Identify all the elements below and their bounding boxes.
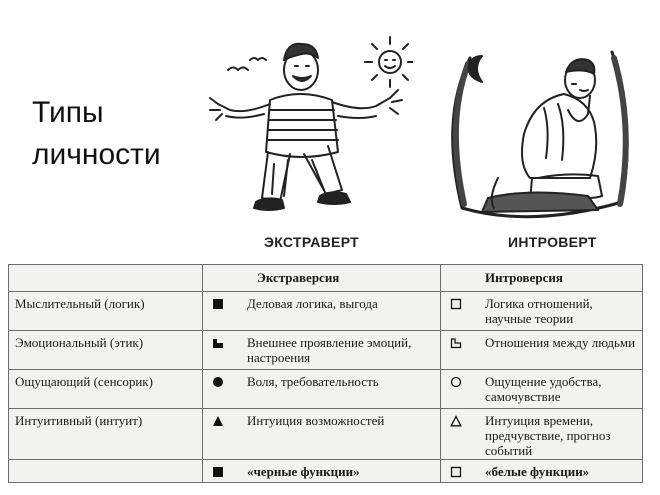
header-empty [9,265,203,292]
hollow-step-icon [449,336,463,350]
filled-triangle-icon [211,414,225,428]
filled-square-icon [211,465,225,479]
extra-cell [203,292,441,331]
extra-text: Деловая логика, выгода [247,296,378,311]
legend-white-text: «белые функции» [485,464,590,479]
intro-cell [441,409,643,460]
intro-text: Отношения между людьми [485,335,636,350]
legend-black-text: «черные функции» [247,464,360,479]
filled-circle-icon [211,375,225,389]
extra-cell [203,370,441,409]
header-introversion: Интроверсия [441,265,643,292]
functions-table [8,264,643,483]
extravert-caption: ЭКСТРАВЕРТ [264,234,360,250]
extra-cell [203,331,441,370]
filled-square-icon [211,297,225,311]
trait-cell: Мыслительный (логик) [9,292,203,331]
table-row [9,409,643,460]
introvert-illustration [448,38,638,223]
filled-step-icon [211,336,225,350]
table-row [9,292,643,331]
extra-cell [203,409,441,460]
personality-table [8,264,642,482]
extravert-illustration [198,30,413,228]
hollow-triangle-icon [449,414,463,428]
slide-title: Типы личности [32,96,161,171]
legend-white-cell [441,460,643,483]
header-extraversion: Экстраверсия [203,265,441,292]
intro-text: Интуиция времени, предчувствие, прогноз событий [485,413,611,458]
table-row [9,370,643,409]
trait-cell: Интуитивный (интуит) [9,409,203,460]
intro-cell [441,370,643,409]
table-row [9,331,643,370]
trait-cell: Эмоциональный (этик) [9,331,203,370]
trait-cell: Ощущающий (сенсорик) [9,370,203,409]
hollow-square-icon [449,465,463,479]
intro-text: Логика отношений, научные теории [485,296,593,326]
table-header-row [9,265,643,292]
legend-black-cell [203,460,441,483]
intro-text: Ощущение удобства, самочувствие [485,374,602,404]
legend-row [9,460,643,483]
intro-cell [441,331,643,370]
hollow-circle-icon [449,375,463,389]
extra-text: Воля, требовательность [247,374,379,389]
hollow-square-icon [449,297,463,311]
intro-cell [441,292,643,331]
extra-text: Внешнее проявление эмоций, настроения [247,335,412,365]
introvert-caption: ИНТРОВЕРТ [508,234,597,250]
extra-text: Интуиция возможностей [247,413,385,428]
legend-empty [9,460,203,483]
